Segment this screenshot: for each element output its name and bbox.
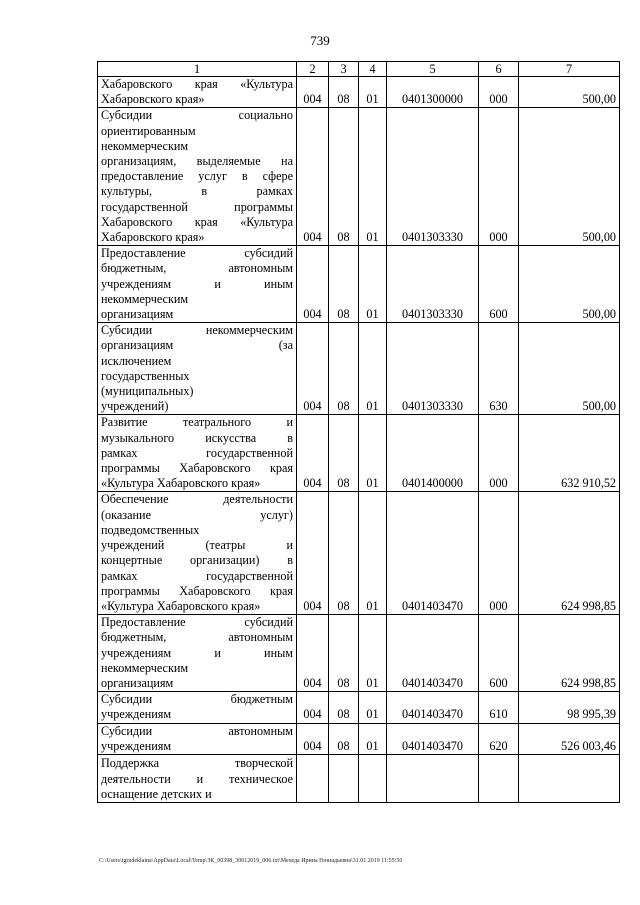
description-line: культуры, в рамках	[101, 184, 293, 199]
description-line: (муниципальных)	[101, 384, 194, 399]
subsection-cell: 01	[359, 246, 387, 323]
description-line: (оказание услуг)	[101, 507, 293, 522]
target-article-cell: 0401300000	[387, 77, 479, 108]
subsection-cell: 01	[359, 692, 387, 723]
subsection-cell	[359, 754, 387, 802]
description-line: бюджетным, автономным	[101, 261, 293, 276]
description-line: оснащение детских и	[101, 786, 212, 801]
section-cell	[329, 754, 359, 802]
page-number: 739	[310, 33, 330, 48]
description-line: Хабаровского края»	[101, 92, 205, 107]
section-cell: 08	[329, 77, 359, 108]
description-line: организациям, выделяемые на	[101, 154, 293, 169]
target-article-cell	[387, 754, 479, 802]
description-line: «Культура Хабаровского края»	[101, 476, 261, 491]
amount-cell: 526 003,46	[519, 723, 620, 754]
row-description	[98, 615, 297, 692]
row-description	[98, 692, 297, 723]
code-cell	[297, 754, 329, 802]
description-line: бюджетным, автономным	[101, 630, 293, 645]
table-row	[98, 77, 620, 108]
target-article-cell: 0401403470	[387, 492, 479, 615]
description-line: рамках государственной	[101, 445, 293, 460]
table-row	[98, 108, 620, 246]
code-cell: 004	[297, 723, 329, 754]
target-article-cell: 0401403470	[387, 615, 479, 692]
description-line: государственной программы	[101, 199, 293, 214]
expense-type-cell: 000	[479, 492, 519, 615]
description-line: Субсидии социально	[101, 108, 293, 123]
amount-cell	[519, 754, 620, 802]
code-cell: 004	[297, 615, 329, 692]
column-header: 4	[359, 62, 387, 77]
description-line: музыкального искусства в	[101, 430, 293, 445]
row-description	[98, 246, 297, 323]
description-line: «Культура Хабаровского края»	[101, 598, 261, 613]
column-header: 1	[98, 62, 297, 77]
code-cell: 004	[297, 77, 329, 108]
column-header: 3	[329, 62, 359, 77]
description-line: некоммерческим	[101, 291, 189, 306]
section-cell: 08	[329, 323, 359, 415]
target-article-cell: 0401400000	[387, 415, 479, 492]
expense-type-cell: 620	[479, 723, 519, 754]
table-row	[98, 692, 620, 723]
subsection-cell: 01	[359, 323, 387, 415]
description-line: исключением	[101, 353, 172, 368]
amount-cell: 98 995,39	[519, 692, 620, 723]
table-row	[98, 415, 620, 492]
subsection-cell: 01	[359, 77, 387, 108]
description-line: Субсидии некоммерческим	[101, 323, 293, 338]
amount-cell: 500,00	[519, 77, 620, 108]
row-description	[98, 415, 297, 492]
expense-type-cell: 000	[479, 108, 519, 246]
section-cell: 08	[329, 615, 359, 692]
description-line: Развитие театрального и	[101, 415, 293, 430]
description-line: государственных	[101, 368, 190, 383]
table-body	[98, 77, 620, 803]
description-line: Субсидии автономным	[101, 723, 293, 738]
code-cell: 004	[297, 108, 329, 246]
description-line: учреждениям	[101, 707, 172, 722]
description-line: программы Хабаровского края	[101, 583, 293, 598]
row-description	[98, 77, 297, 108]
target-article-cell: 0401303330	[387, 323, 479, 415]
amount-cell: 632 910,52	[519, 415, 620, 492]
section-cell: 08	[329, 692, 359, 723]
code-cell: 004	[297, 246, 329, 323]
amount-cell: 500,00	[519, 108, 620, 246]
description-line: подведомственных	[101, 522, 200, 537]
expense-type-cell: 600	[479, 615, 519, 692]
expense-type-cell: 000	[479, 415, 519, 492]
section-cell: 08	[329, 492, 359, 615]
expense-type-cell: 630	[479, 323, 519, 415]
budget-table	[97, 61, 620, 803]
code-cell: 004	[297, 692, 329, 723]
table-header-row	[98, 62, 620, 77]
column-header: 5	[387, 62, 479, 77]
file-path-footer: C:\Users\igrudeklaina\AppData\Local\Temp\ЗК_00398_30012019_006.txt\Мехеда Ирина Геннадьевна\31.01.2019 11:55:50	[99, 858, 403, 864]
description-line: некоммерческим	[101, 660, 189, 675]
description-line: ориентированным	[101, 123, 196, 138]
table-row	[98, 323, 620, 415]
section-cell: 08	[329, 246, 359, 323]
amount-cell: 624 998,85	[519, 492, 620, 615]
description-line: Хабаровского края «Культура	[101, 214, 293, 229]
description-line: Хабаровского края «Культура	[101, 77, 293, 91]
row-description	[98, 754, 297, 802]
target-article-cell: 0401303330	[387, 246, 479, 323]
table-row	[98, 754, 620, 802]
description-line: Субсидии бюджетным	[101, 692, 293, 707]
subsection-cell: 01	[359, 492, 387, 615]
table-row	[98, 615, 620, 692]
section-cell: 08	[329, 723, 359, 754]
column-header: 7	[519, 62, 620, 77]
description-line: учреждениям и иным	[101, 276, 293, 291]
target-article-cell: 0401403470	[387, 723, 479, 754]
code-cell: 004	[297, 492, 329, 615]
description-line: учреждений (театры и	[101, 538, 293, 553]
description-line: учреждениям	[101, 738, 172, 753]
description-line: Предоставление субсидий	[101, 246, 293, 261]
description-line: некоммерческим	[101, 138, 189, 153]
section-cell: 08	[329, 415, 359, 492]
column-header: 6	[479, 62, 519, 77]
section-cell: 08	[329, 108, 359, 246]
row-description	[98, 723, 297, 754]
amount-cell: 500,00	[519, 323, 620, 415]
table-row	[98, 492, 620, 615]
description-line: концертные организации) в	[101, 553, 293, 568]
amount-cell: 624 998,85	[519, 615, 620, 692]
description-line: организациям (за	[101, 338, 293, 353]
description-line: деятельности и техническое	[101, 771, 293, 786]
table-row	[98, 723, 620, 754]
subsection-cell: 01	[359, 415, 387, 492]
description-line: Хабаровского края»	[101, 230, 205, 245]
description-line: Поддержка творческой	[101, 756, 293, 771]
description-line: организациям	[101, 675, 174, 690]
subsection-cell: 01	[359, 108, 387, 246]
amount-cell: 500,00	[519, 246, 620, 323]
subsection-cell: 01	[359, 723, 387, 754]
subsection-cell: 01	[359, 615, 387, 692]
description-line: рамках государственной	[101, 568, 293, 583]
expense-type-cell: 600	[479, 246, 519, 323]
expense-type-cell	[479, 754, 519, 802]
description-line: программы Хабаровского края	[101, 461, 293, 476]
description-line: учреждений)	[101, 399, 169, 414]
description-line: предоставление услуг в сфере	[101, 169, 293, 184]
row-description	[98, 492, 297, 615]
code-cell: 004	[297, 323, 329, 415]
row-description	[98, 108, 297, 246]
target-article-cell: 0401403470	[387, 692, 479, 723]
description-line: организациям	[101, 307, 174, 322]
target-article-cell: 0401303330	[387, 108, 479, 246]
code-cell: 004	[297, 415, 329, 492]
description-line: учреждениям и иным	[101, 645, 293, 660]
column-header: 2	[297, 62, 329, 77]
table-row	[98, 246, 620, 323]
description-line: Обеспечение деятельности	[101, 492, 293, 507]
expense-type-cell: 000	[479, 77, 519, 108]
row-description	[98, 323, 297, 415]
description-line: Предоставление субсидий	[101, 615, 293, 630]
expense-type-cell: 610	[479, 692, 519, 723]
